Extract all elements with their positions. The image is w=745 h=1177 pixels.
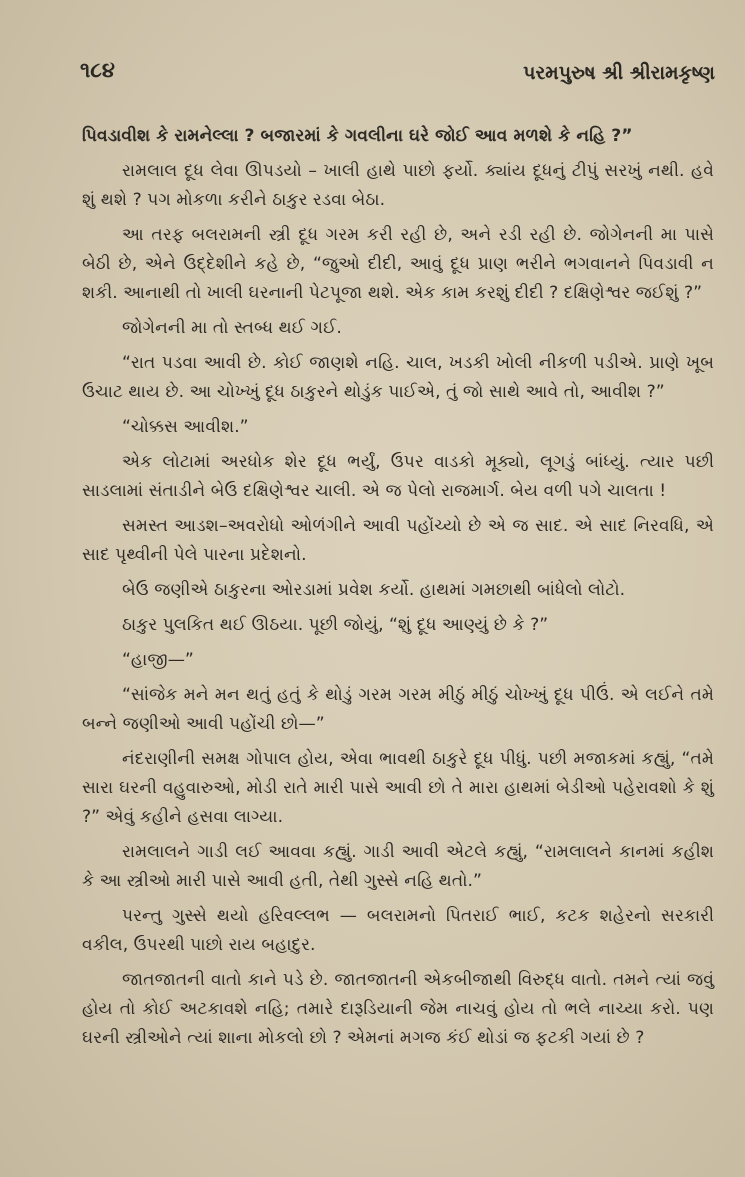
paragraph: બેઉ જણીએ ઠાકુરના ઓરડામાં પ્રવેશ કર્યો. હાથમાં ગમછાથી બાંધેલો લોટો. [122, 580, 626, 600]
paragraph: “ચોક્કસ આવીશ.” [122, 417, 249, 437]
paragraph: રામલાલને ગાડી લઈ આવવા કહ્યું. ગાડી આવી એટલે કહ્યું, “રામલાલને કાનમાં કહીશ કે આ સ્ત્રીઓ મારી પાસે આવી હતી, તેથી ગુસ્સે નહિ થતો.” [82, 842, 714, 891]
running-head: પરમપુરુષ શ્રી શ્રીરામકૃષ્ણ [523, 62, 715, 84]
paragraph: એક લોટામાં અરધોક શેર દૂધ ભર્યું, ઉપર વાડકો મૂક્યો, લૂગડું બાંધ્યું. ત્યાર પછી સાડલામાં સંતાડીને બેઉ દક્ષિણેશ્વર ચાલી. એ જ પેલો રાજમાર્ગ. બેય વળી પગે ચાલતા ! [82, 452, 714, 501]
paragraph: જાતજાતની વાતો કાને પડે છે. જાતજાતની એકબીજાથી વિરુદ્ધ વાતો. તમને ત્યાં જવું હોય તો કોઈ અટકાવશે નહિ; તમારે દારૂડિયાની જેમ નાચવું હોય તો ભલે નાચ્યા કરો. પણ ઘરની સ્ત્રીઓને ત્યાં શાના મોકલો છો ? એમનાં મગજ કંઈ થોડાં જ ફટકી ગયાં છે ? [82, 970, 714, 1048]
body-text [82, 122, 714, 1059]
paragraph: રામલાલ દૂધ લેવા ઊપડયો – ખાલી હાથે પાછો ફર્યો. ક્યાંય દૂધનું ટીપું સરખું નથી. હવે શું થશે ? પગ મોકળા કરીને ઠાકુર રડવા બેઠા. [82, 161, 714, 210]
page-number: ૧૮૪ [80, 58, 115, 82]
paragraph: નંદરાણીની સમક્ષ ગોપાલ હોય, એવા ભાવથી ઠાકુરે દૂધ પીધું. પછી મજાકમાં કહ્યું, “તમે સારા ઘરની વહુવારુઓ, મોડી રાતે મારી પાસે આવી છો તે મારા હાથમાં બેડીઓ પહેરાવશો કે શું ?” એવું કહીને હસવા લાગ્યા. [82, 749, 714, 827]
paragraph: સમસ્ત આડશ–અવરોધો ઓળંગીને આવી પહોંચ્યો છે એ જ સાદ. એ સાદ નિરવધિ, એ સાદ પૃથ્વીની પેલે પારના પ્રદેશનો. [82, 516, 714, 565]
paragraph: પરન્તુ ગુસ્સે થયો હરિવલ્લભ — બલરામનો પિતરાઈ ભાઈ, કટક શહેરનો સરકારી વકીલ, ઉપરથી પાછો રાય બહાદુર. [82, 906, 714, 955]
paragraph: જોગેનની મા તો સ્તબ્ધ થઈ ગઈ. [122, 318, 342, 338]
paragraph: “હાજી—” [122, 650, 194, 670]
paragraph: આ તરફ બલરામની સ્ત્રી દૂધ ગરમ કરી રહી છે, અને રડી રહી છે. જોગેનની મા પાસે બેઠી છે, એને ઉદ્દેશીને કહે છે, “જુઓ દીદી, આવું દૂધ પ્રાણ ભરીને ભગવાનને પિવડાવી ન શકી. આનાથી તો ખાલી ઘરનાની પેટપૂજા થશે. એક કામ કરશું દીદી ? દક્ષિણેશ્વર જઈશું ?” [82, 225, 714, 303]
paragraph: પિવડાવીશ કે રામનેલ્લા ? બજારમાં કે ગવલીના ઘરે જોઈ આવ મળશે કે નહિ ?” [82, 126, 633, 146]
paragraph: ઠાકુર પુલકિત થઈ ઊઠયા. પૂછી જોયું, “શું દૂધ આણ્યું છે કે ?” [122, 615, 549, 635]
paragraph: “રાત પડવા આવી છે. કોઈ જાણશે નહિ. ચાલ, ખડકી ખોલી નીકળી પડીએ. પ્રાણે ખૂબ ઉચાટ થાય છે. આ ચોખ્ખું દૂધ ઠાકુરને થોડુંક પાઈએ, તું જો સાથે આવે તો, આવીશ ?” [82, 353, 714, 402]
paragraph: “સાંજેક મને મન થતું હતું કે થોડું ગરમ ગરમ મીઠું મીઠું ચોખ્ખું દૂધ પીઉં. એ લઈને તમે બન્ને જણીઓ આવી પહોંચી છો—” [82, 685, 714, 734]
